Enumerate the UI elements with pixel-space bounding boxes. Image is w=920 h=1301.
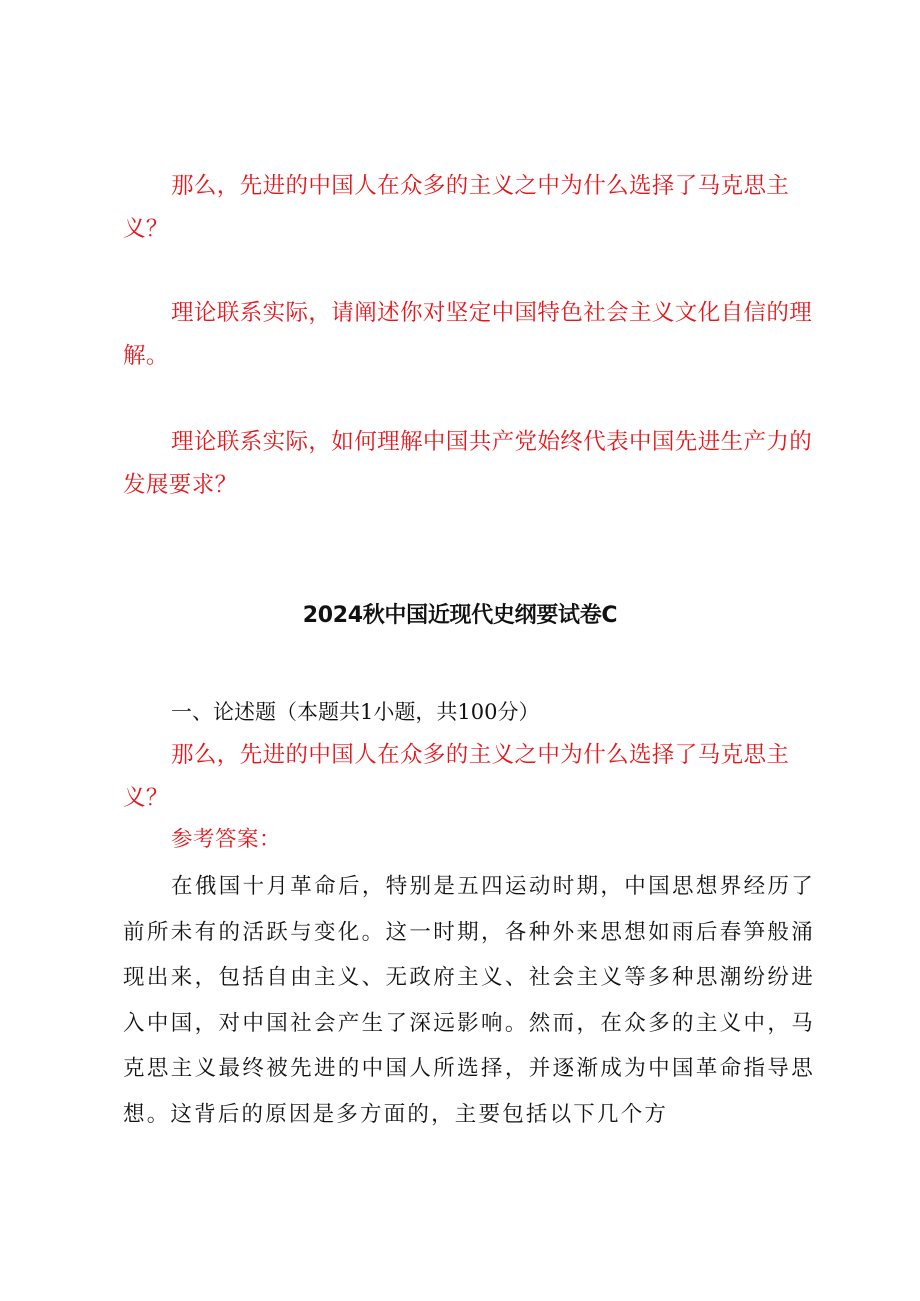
question-3: 理论联系实际，如何理解中国共产党始终代表中国先进生产力的发展要求？ <box>123 429 813 498</box>
question-2: 理论联系实际，请阐述你对坚定中国特色社会主义文化自信的理解。 <box>123 300 813 369</box>
reference-answer-text: 在俄国十月革命后，特别是五四运动时期，中国思想界经历了前所未有的活跃与变化。这一时期，各种外来思想如雨后春笋般涌现出来，包括自由主义、无政府主义、社会主义等多种思潮纷纷进入中国，对中国社会产生了深远影响。然而，在众多的主义中，马克思主义最终被先进的中国人所选择，并逐渐成为中国革命指导思想。这背后的原因是多方面的，主要包括以下几个方 <box>123 874 815 1127</box>
exam-title: 2024秋中国近现代史纲要试卷C <box>302 603 618 628</box>
section-heading: 一、论述题（本题共1小题，共100分） <box>171 700 540 724</box>
question-1: 那么，先进的中国人在众多的主义之中为什么选择了马克思主义？ <box>123 173 790 242</box>
essay-question: 那么，先进的中国人在众多的主义之中为什么选择了马克思主义？ <box>123 742 790 811</box>
reference-answer-label: 参考答案： <box>171 827 282 852</box>
